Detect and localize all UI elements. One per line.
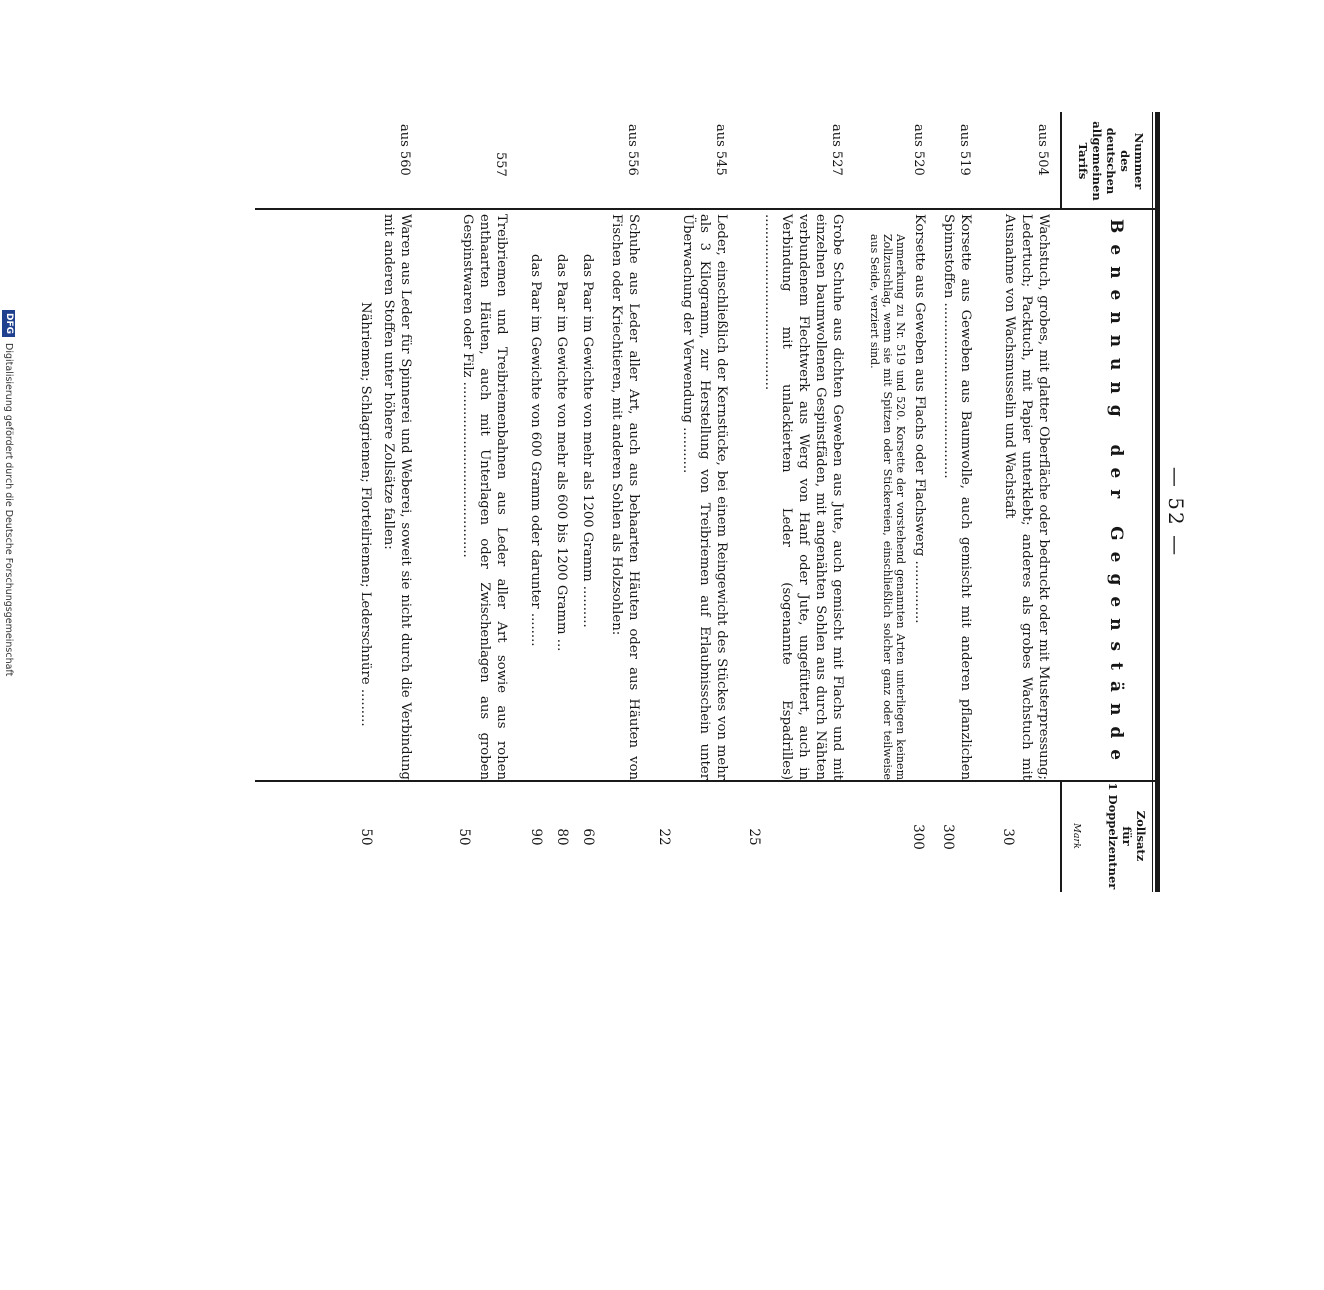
duty-rate: 60 bbox=[580, 828, 596, 846]
tariff-number: aus 560 bbox=[397, 124, 412, 176]
item-note: Anmerkung zu Nr. 519 und 520. Korsette der vorstehend genannten Arten unterliegen keinem Zollzuschlag, wenn sie mit Spitzen oder Stickereien, einschließlich solcher ganz oder teilweise aus Seide, verziert sind. bbox=[868, 234, 907, 780]
column-divider-duty bbox=[255, 780, 1155, 782]
tariff-number: aus 504 bbox=[1035, 124, 1050, 176]
duty-rate: 30 bbox=[1000, 828, 1016, 846]
duty-rate: 300 bbox=[940, 824, 956, 850]
duty-rate: 22 bbox=[656, 828, 672, 846]
tariff-number: aus 520 bbox=[911, 124, 926, 176]
top-rule bbox=[1155, 112, 1160, 892]
column-divider-number bbox=[255, 208, 1155, 210]
item-description: Grobe Schuhe aus dichten Geweben aus Jute, auch gemischt mit Flachs und mit einzelnen baumwollenen Gespinstfäden, mit angenähten Sohlen aus durch Nähten verbundenem Flechtwerk aus Werg von Hanf oder Jute, ungefüttert, auch in Verbindung mit unlackiertem Leder (sogenannte Espadrilles) .......................................... bbox=[762, 214, 845, 780]
header-unit: Mark bbox=[1071, 823, 1082, 849]
duty-rate: 50 bbox=[358, 828, 374, 846]
duty-rate: 300 bbox=[910, 824, 926, 850]
tariff-number: aus 545 bbox=[713, 124, 728, 176]
header-rule-number bbox=[1060, 112, 1062, 208]
dfg-logo: DFG bbox=[3, 310, 16, 337]
duty-rate: 90 bbox=[528, 828, 544, 846]
tariff-number: aus 519 bbox=[957, 124, 972, 176]
sub-item: Nähriemen; Schlagriemen; Florteilriemen; Lederschnüre ......... bbox=[358, 302, 373, 727]
item-description: Wachstuch, grobes, mit glatter Oberfläche oder bedruckt oder mit Musterpressung; Ledertuch; Packtuch, mit Papier unterklebt; anderes als grobes Wachstuch mit Ausnahme von Wachsmusselin und Wachstaft bbox=[1002, 214, 1051, 780]
duty-rate: 50 bbox=[456, 828, 472, 846]
item-description: Korsette aus Geweben aus Flachs oder Flachswerg ............... bbox=[912, 214, 927, 624]
tariff-number: aus 527 bbox=[829, 124, 844, 176]
sub-item: das Paar im Gewichte von mehr als 1200 Gramm .......... bbox=[580, 254, 595, 628]
header-description: Benennung der Gegenstände bbox=[1106, 218, 1126, 772]
tariff-number: 557 bbox=[493, 152, 508, 177]
top-rule-thin bbox=[1152, 112, 1153, 892]
item-description: Schuhe aus Leder aller Art, auch aus behaarten Häuten oder aus Häuten von Fischen oder Kriechtieren, mit anderen Sohlen als Holzsohlen: bbox=[609, 214, 641, 780]
header-duty-rate: Zollsatz für 1 Doppelzentner bbox=[1106, 782, 1148, 890]
tariff-page bbox=[252, 112, 1192, 1012]
item-description: Leder, einschließlich der Kernstücke, bei einem Reingewicht des Stückes von mehr als 3 Kilogramm, zur Herstellung von Treibriemen auf Erlaubnisschein unter Überwachung der Verwendung ........... bbox=[680, 214, 729, 780]
item-description: Korsette aus Geweben aus Baumwolle, auch gemischt mit anderen pflanzlichen Spinnstoffen .......................................... bbox=[941, 214, 973, 780]
sub-item: das Paar im Gewichte von mehr als 600 bis 1200 Gramm ... bbox=[554, 254, 569, 652]
item-description: Treibriemen und Treibriemenbahnen aus Leder aller Art sowie aus rohen enthaarten Häuten, auch mit Unterlagen oder Zwischenlagen aus groben Gespinstwaren oder Filz .......................................... bbox=[460, 214, 509, 780]
duty-rate: 80 bbox=[554, 828, 570, 846]
digitization-credit bbox=[1, 310, 17, 1290]
duty-rate: 25 bbox=[746, 828, 762, 846]
header-tariff-number: Nummer des deutschen allgemeinen Tarifs bbox=[1076, 121, 1146, 201]
tariff-number: aus 556 bbox=[625, 124, 640, 176]
header-rule-duty bbox=[1060, 780, 1062, 892]
sub-item: das Paar im Gewichte von 600 Gramm oder darunter ........ bbox=[528, 254, 543, 647]
credit-text: Digitalisierung gefördert durch die Deutsche Forschungsgemeinschaft bbox=[3, 343, 15, 677]
page-number: — 52 — bbox=[1164, 466, 1188, 558]
item-description: Waren aus Leder für Spinnerei und Weberei, soweit sie nicht durch die Verbindung mit anderen Stoffen unter höhere Zollsätze fallen: bbox=[381, 214, 413, 780]
